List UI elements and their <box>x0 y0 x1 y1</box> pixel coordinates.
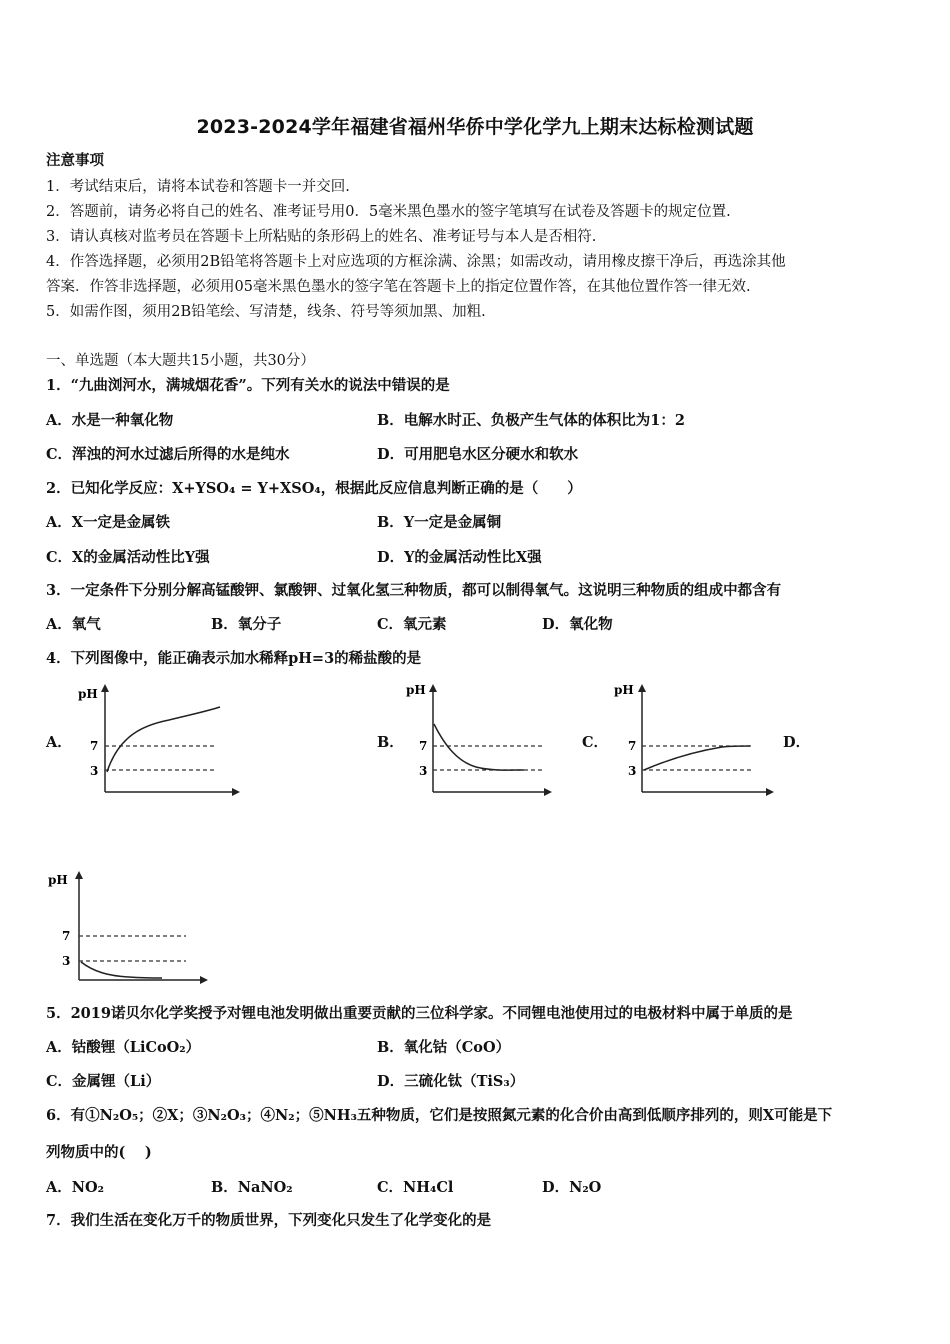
notice-item-2: 2．答题前，请务必将自己的姓名、准考证号用0．5毫米黑色墨水的签字笔填写在试卷及答题卡的规定位置. <box>46 204 731 220</box>
question-3-option-d: D．氧化物 <box>542 616 613 633</box>
question-6-stem-cont: 列物质中的( ) <box>46 1144 152 1161</box>
graph-d-tick-7: 7 <box>62 929 71 943</box>
question-1-option-b: B．电解水时正、负极产生气体的体积比为1：2 <box>377 412 685 429</box>
graph-c-tick-7: 7 <box>628 739 637 753</box>
notice-item-5: 5．如需作图，须用2B铅笔绘、写清楚，线条、符号等须加黑、加粗. <box>46 304 486 320</box>
page-title: 2023-2024学年福建省福州华侨中学化学九上期末达标检测试题 <box>196 116 754 138</box>
graph-b-tick-3: 3 <box>419 764 428 778</box>
graph-d-tick-3: 3 <box>62 954 71 968</box>
question-4-option-b: B． <box>377 734 404 751</box>
question-3-option-b: B．氧分子 <box>211 616 282 633</box>
question-5-option-b: B．氧化钴（CoO） <box>377 1039 511 1056</box>
question-7-stem: 7．我们生活在变化万千的物质世界，下列变化只发生了化学变化的是 <box>46 1212 492 1229</box>
graph-d-axis-label: pH <box>48 873 68 887</box>
graph-d-curve <box>81 962 162 978</box>
question-4-stem: 4．下列图像中，能正确表示加水稀释pH=3的稀盐酸的是 <box>46 650 422 667</box>
question-2-option-b: B．Y一定是金属铜 <box>377 514 502 531</box>
notice-item-4: 4．作答选择题，必须用2B铅笔将答题卡上对应选项的方框涂满、涂黑；如需改动，请用橡皮擦干净后，再选涂其他 <box>46 254 786 270</box>
graph-b-axis-label: pH <box>406 683 426 697</box>
question-6-stem: 6．有①N₂O₅；②X；③N₂O₃；④N₂；⑤NH₃五种物质，它们是按照氮元素的化合价由高到低顺序排列的，则X可能是下 <box>46 1107 833 1124</box>
graph-b <box>404 680 554 800</box>
graph-d <box>44 866 214 991</box>
graph-a-curve <box>107 707 220 772</box>
question-6-option-b: B．NaNO₂ <box>211 1179 293 1196</box>
graph-a <box>74 680 244 800</box>
question-3-stem: 3．一定条件下分别分解高锰酸钾、氯酸钾、过氧化氢三种物质，都可以制得氧气。这说明三种物质的组成中都含有 <box>46 582 782 599</box>
graph-b-curve <box>434 724 524 770</box>
notice-item-3: 3．请认真核对监考员在答题卡上所粘贴的条形码上的姓名、准考证号与本人是否相符. <box>46 229 597 245</box>
question-1-option-d: D．可用肥皂水区分硬水和软水 <box>377 446 579 463</box>
graph-a-axis-label: pH <box>78 687 98 701</box>
question-4-option-c: C． <box>582 734 609 751</box>
graph-b-tick-7: 7 <box>419 739 428 753</box>
notice-item-1: 1．考试结束后，请将本试卷和答题卡一并交回. <box>46 179 350 195</box>
question-6-option-a: A．NO₂ <box>46 1179 104 1196</box>
notice-heading: 注意事项 <box>46 152 104 169</box>
question-4-option-a: A． <box>46 734 72 751</box>
question-5-option-a: A．钴酸锂（LiCoO₂） <box>46 1039 201 1056</box>
section-heading: 一、单选题（本大题共15小题，共30分） <box>46 353 315 369</box>
question-4-option-d: D． <box>783 734 811 751</box>
question-2-option-d: D．Y的金属活动性比X强 <box>377 549 542 566</box>
question-3-option-c: C．氧元素 <box>377 616 447 633</box>
graph-c-tick-3: 3 <box>628 764 637 778</box>
graph-c-curve <box>644 746 750 770</box>
notice-item-4-cont: 答案．作答非选择题，必须用05毫米黑色墨水的签字笔在答题卡上的指定位置作答，在其他位置作答一律无效. <box>46 279 751 295</box>
question-2-option-c: C．X的金属活动性比Y强 <box>46 549 210 566</box>
question-5-stem: 5．2019诺贝尔化学奖授予对锂电池发明做出重要贡献的三位科学家。不同锂电池使用过的电极材料中属于单质的是 <box>46 1005 793 1022</box>
question-6-option-d: D．N₂O <box>542 1179 602 1196</box>
graph-c-axis-label: pH <box>614 683 634 697</box>
question-1-option-c: C．浑浊的河水过滤后所得的水是纯水 <box>46 446 290 463</box>
question-5-option-d: D．三硫化钛（TiS₃） <box>377 1073 525 1090</box>
question-2-stem: 2．已知化学反应：X+YSO₄ = Y+XSO₄，根据此反应信息判断正确的是（ ） <box>46 480 582 497</box>
graph-c <box>612 680 777 800</box>
question-3-option-a: A．氧气 <box>46 616 101 633</box>
question-1-stem: 1．“九曲浏河水，满城烟花香”。下列有关水的说法中错误的是 <box>46 377 450 394</box>
question-5-option-c: C．金属锂（Li） <box>46 1073 161 1090</box>
graph-a-tick-7: 7 <box>90 739 99 753</box>
question-6-option-c: C．NH₄Cl <box>377 1179 454 1196</box>
graph-a-tick-3: 3 <box>90 764 99 778</box>
question-2-option-a: A．X一定是金属铁 <box>46 514 170 531</box>
question-1-option-a: A．水是一种氧化物 <box>46 412 174 429</box>
